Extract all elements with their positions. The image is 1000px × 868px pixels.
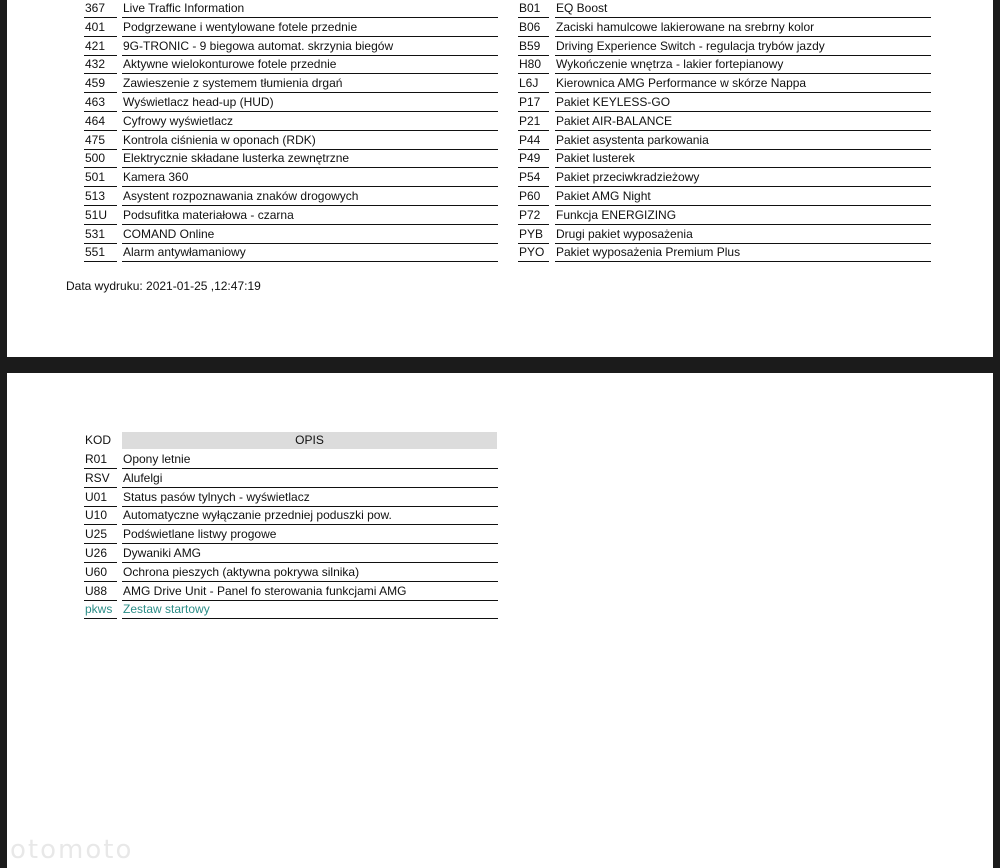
print-date: Data wydruku: 2021-01-25 ,12:47:19 xyxy=(66,279,261,293)
option-description: Podświetlane listwy progowe xyxy=(122,526,498,544)
option-code: U60 xyxy=(84,564,117,582)
option-code: P60 xyxy=(518,188,549,206)
option-code: U26 xyxy=(84,545,117,563)
option-code: U25 xyxy=(84,526,117,544)
option-code: 464 xyxy=(84,113,117,131)
option-code: 513 xyxy=(84,188,117,206)
option-description: Pakiet KEYLESS-GO xyxy=(555,94,931,112)
option-description: Opony letnie xyxy=(122,451,498,469)
option-code: 401 xyxy=(84,19,117,37)
option-description: Pakiet asystenta parkowania xyxy=(555,132,931,150)
option-code: RSV xyxy=(84,470,117,488)
option-description: Asystent rozpoznawania znaków drogowych xyxy=(122,188,498,206)
option-code: U88 xyxy=(84,583,117,601)
option-description: Automatyczne wyłączanie przedniej poduszki pow. xyxy=(122,507,498,525)
option-code: 500 xyxy=(84,150,117,168)
option-code: P54 xyxy=(518,169,549,187)
option-description: Pakiet lusterek xyxy=(555,150,931,168)
option-code: P21 xyxy=(518,113,549,131)
option-description: EQ Boost xyxy=(555,0,931,18)
document-page-1 xyxy=(7,0,993,357)
option-description: Pakiet przeciwkradzieżowy xyxy=(555,169,931,187)
option-description: Alufelgi xyxy=(122,470,498,488)
option-description: Aktywne wielokonturowe fotele przednie xyxy=(122,56,498,74)
option-description: Ochrona pieszych (aktywna pokrywa silnika) xyxy=(122,564,498,582)
option-description: Pakiet wyposażenia Premium Plus xyxy=(555,244,931,262)
option-code: 501 xyxy=(84,169,117,187)
option-description: Podsufitka materiałowa - czarna xyxy=(122,207,498,225)
option-code: P72 xyxy=(518,207,549,225)
option-description: Kontrola ciśnienia w oponach (RDK) xyxy=(122,132,498,150)
option-description: Pakiet AIR-BALANCE xyxy=(555,113,931,131)
option-code: P44 xyxy=(518,132,549,150)
option-code: P49 xyxy=(518,150,549,168)
option-code: B01 xyxy=(518,0,549,18)
option-code: 51U xyxy=(84,207,117,225)
option-code: pkws xyxy=(84,601,117,619)
option-code: B59 xyxy=(518,38,549,56)
option-code: PYB xyxy=(518,226,549,244)
option-description: Zawieszenie z systemem tłumienia drgań xyxy=(122,75,498,93)
option-code: H80 xyxy=(518,56,549,74)
option-description: Dywaniki AMG xyxy=(122,545,498,563)
option-code: 421 xyxy=(84,38,117,56)
option-code: L6J xyxy=(518,75,549,93)
header-kod: KOD xyxy=(85,433,112,447)
document-page-2 xyxy=(7,373,993,868)
option-description: Alarm antywłamaniowy xyxy=(122,244,498,262)
option-description: Zaciski hamulcowe lakierowane na srebrny kolor xyxy=(555,19,931,37)
option-description: COMAND Online xyxy=(122,226,498,244)
option-description: Wykończenie wnętrza - lakier fortepianowy xyxy=(555,56,931,74)
option-code: U01 xyxy=(84,489,117,507)
option-description: Live Traffic Information xyxy=(122,0,498,18)
option-description: Drugi pakiet wyposażenia xyxy=(555,226,931,244)
option-description: Kierownica AMG Performance w skórze Nappa xyxy=(555,75,931,93)
option-description: Cyfrowy wyświetlacz xyxy=(122,113,498,131)
option-code: 551 xyxy=(84,244,117,262)
option-code: U10 xyxy=(84,507,117,525)
option-description: Status pasów tylnych - wyświetlacz xyxy=(122,489,498,507)
option-code: 463 xyxy=(84,94,117,112)
option-code: 531 xyxy=(84,226,117,244)
option-code: 459 xyxy=(84,75,117,93)
option-description: Kamera 360 xyxy=(122,169,498,187)
option-code: R01 xyxy=(84,451,117,469)
option-description: Driving Experience Switch - regulacja trybów jazdy xyxy=(555,38,931,56)
option-code: 432 xyxy=(84,56,117,74)
header-opis: OPIS xyxy=(122,432,497,449)
option-description: Zestaw startowy xyxy=(122,601,498,619)
option-code: 367 xyxy=(84,0,117,18)
option-description: Elektrycznie składane lusterka zewnętrzne xyxy=(122,150,498,168)
option-code: P17 xyxy=(518,94,549,112)
option-code: PYO xyxy=(518,244,549,262)
option-description: Podgrzewane i wentylowane fotele przednie xyxy=(122,19,498,37)
option-description: Funkcja ENERGIZING xyxy=(555,207,931,225)
option-description: Wyświetlacz head-up (HUD) xyxy=(122,94,498,112)
option-description: 9G-TRONIC - 9 biegowa automat. skrzynia biegów xyxy=(122,38,498,56)
option-description: Pakiet AMG Night xyxy=(555,188,931,206)
watermark-logo: otomoto xyxy=(10,835,134,865)
option-description: AMG Drive Unit - Panel fo sterowania funkcjami AMG xyxy=(122,583,498,601)
option-code: B06 xyxy=(518,19,549,37)
option-code: 475 xyxy=(84,132,117,150)
